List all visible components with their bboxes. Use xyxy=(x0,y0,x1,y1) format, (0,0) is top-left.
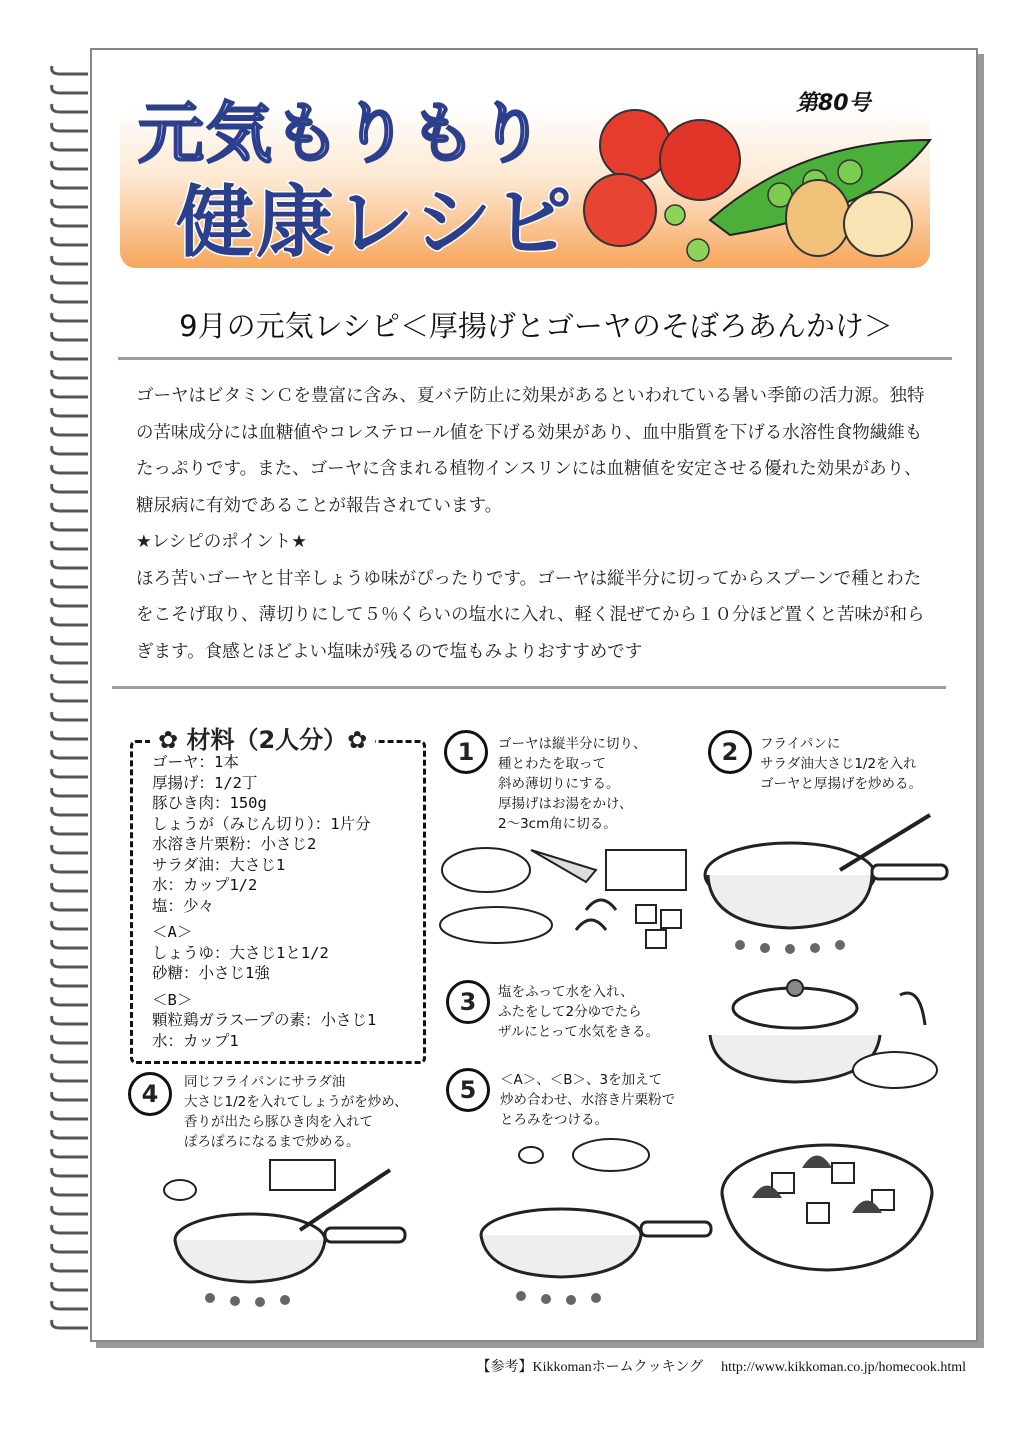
spoon-icon xyxy=(519,1147,543,1163)
intro-paragraph: ゴーヤはビタミンＣを豊富に含み、夏バテ防止に効果があるといわれている暑い季節の活力源。独特の苦味成分には血糖値やコレステロール値を下げる効果があり、血中脂質を下げる水溶性食物繊維もたっぷりです。また、ゴーヤに含まれる植物インスリンには血糖値を安定させる優れた効果があり、糖尿病に有効であることが報告されています。 xyxy=(136,386,925,516)
step-number: 2 xyxy=(708,730,752,774)
plate-icon xyxy=(573,1139,649,1171)
ingredient-item: 塩：少々 xyxy=(152,896,215,915)
frying-pan-illustration xyxy=(690,800,950,960)
ingredient-item: 砂糖：小さじ1強 xyxy=(152,964,270,982)
ingredient-item: 水：カップ1/2 xyxy=(152,876,258,894)
ingredient-item: 豚ひき肉：150g xyxy=(152,794,267,812)
finished-dish-illustration xyxy=(712,1118,952,1308)
footer-source xyxy=(458,1356,966,1376)
step-text: 塩をふって水を入れ、 ふたをして2分ゆでたら ザルにとって水気をきる。 xyxy=(498,984,660,1040)
ingredient-item: ゴーヤ：1本 xyxy=(152,753,239,771)
step-text: ゴーヤは縦半分に切り、 種とわたを取って 斜め薄切りにする。 厚揚げはお湯をかけ、 2～3cm角に切る。 xyxy=(498,736,647,832)
issue-number: 第80号 xyxy=(796,91,871,116)
fried-tofu-icon xyxy=(606,850,686,890)
bitter-melon-icon xyxy=(442,848,530,892)
point-paragraph: ほろ苦いゴーヤと甘辛しょうゆ味がぴったりです。ゴーヤは縦半分に切ってからスプーンで種とわたをこそげ取り、薄切りにして５％くらいの塩水に入れ、軽く混ぜてから１０分ほど置くと苦味が和らぎます。食感とほどよい塩味が残るので塩もみよりおすすめです xyxy=(136,568,925,662)
step-number: 5 xyxy=(446,1068,490,1112)
ingredient-item: しょうゆ：大さじ1と1/2 xyxy=(152,943,329,962)
step-number: 1 xyxy=(444,730,488,774)
cutting-illustration xyxy=(436,830,706,960)
step-number: 4 xyxy=(128,1072,172,1116)
spoon-icon xyxy=(164,1180,196,1200)
onion-icon xyxy=(786,180,850,256)
ingredients-list xyxy=(152,752,376,1051)
thicken-illustration xyxy=(436,1130,716,1310)
tomato-icon xyxy=(660,120,740,200)
pea-icon xyxy=(687,239,709,261)
footer-url[interactable]: http://www.kikkoman.co.jp/homecook.html xyxy=(721,1360,966,1375)
ingredient-item: 水：カップ1 xyxy=(152,1031,239,1050)
divider xyxy=(118,357,952,360)
title-line1: 元気もりもり xyxy=(138,95,546,172)
ingredient-item: サラダ油：大さじ1 xyxy=(152,855,286,874)
bitter-melon-icon xyxy=(440,907,552,943)
stir-fry-illustration xyxy=(130,1150,420,1310)
ingredients-title: ✿ 材料（2人分）✿ xyxy=(150,720,375,755)
vegetables-illustration xyxy=(580,100,940,270)
tomato-icon xyxy=(600,110,670,180)
divider xyxy=(112,686,946,689)
step-text: ＜A＞、＜B＞、3を加えて 炒め合わせ、水溶き片栗粉で とろみをつける。 xyxy=(500,1072,676,1128)
step-number: 3 xyxy=(446,980,490,1024)
step-text: フライパンに サラダ油大さじ1/2を入れ ゴーヤと厚揚げを炒める。 xyxy=(760,736,922,792)
point-heading: ★レシピのポイント★ xyxy=(136,532,307,552)
ingredient-item: 厚揚げ：1/2丁 xyxy=(152,773,258,792)
ingredient-group-label: ＜B＞ xyxy=(152,990,193,1009)
ingredient-item: しょうが（みじん切り）：1片分 xyxy=(152,814,371,833)
onion-icon xyxy=(844,192,912,256)
title-line2: 健康レシピ xyxy=(176,178,575,268)
ingredient-item: 水溶き片栗粉：小さじ2 xyxy=(152,835,317,853)
spiral-binding xyxy=(48,60,94,1340)
step-text: 同じフライパンにサラダ油 大さじ1/2を入れてしょうがを炒め、 香りが出たら豚ひき肉を入れて ぽろぽろになるまで炒める。 xyxy=(184,1074,408,1150)
footer-reference: 【参考】Kikkomanホームクッキング xyxy=(476,1360,704,1375)
knife-icon xyxy=(531,850,596,882)
ingredient-item: 顆粒鶏ガラスープの素：小さじ1 xyxy=(152,1011,377,1029)
tomato-icon xyxy=(584,174,656,246)
pea-icon xyxy=(665,205,685,225)
recipe-title: 9月の元気レシピ＜厚揚げとゴーヤのそぼろあんかけ＞ xyxy=(179,309,893,343)
boiling-illustration xyxy=(700,970,950,1100)
ingredient-group-label: ＜A＞ xyxy=(152,923,193,941)
intro-text xyxy=(136,378,936,670)
